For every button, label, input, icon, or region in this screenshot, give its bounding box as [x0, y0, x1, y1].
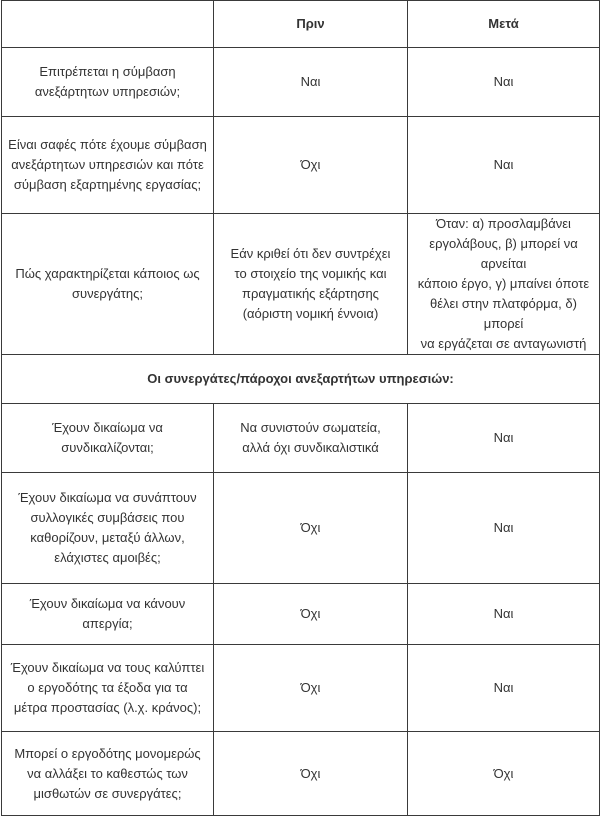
- before-cell: Ναι: [214, 48, 408, 117]
- table-row: [2, 404, 600, 473]
- before-cell: Να συνιστούν σωματεία, αλλά όχι συνδικαλιστικά: [214, 404, 408, 473]
- before-cell: Εάν κριθεί ότι δεν συντρέχει το στοιχείο της νομικής και πραγματικής εξάρτησης (αόριστη νομική έννοια): [214, 214, 408, 355]
- section-heading: Οι συνεργάτες/πάροχοι ανεξαρτήτων υπηρεσιών:: [2, 355, 600, 404]
- header-cell-empty: [2, 1, 214, 48]
- header-cell-before: Πριν: [214, 1, 408, 48]
- table-row: [2, 473, 600, 584]
- table-row: [2, 732, 600, 816]
- after-cell: Όταν: α) προσλαμβάνει εργολάβους, β) μπορεί να αρνείται κάποιο έργο, γ) μπαίνει όποτε θέλει στην πλατφόρμα, δ) μπορεί να εργάζεται σε ανταγωνιστή: [408, 214, 600, 355]
- after-cell: Ναι: [408, 584, 600, 645]
- table-row: [2, 117, 600, 214]
- before-cell: Όχι: [214, 584, 408, 645]
- question-cell: Είναι σαφές πότε έχουμε σύμβαση ανεξάρτητων υπηρεσιών και πότε σύμβαση εξαρτημένης εργασίας;: [2, 117, 214, 214]
- after-cell: Ναι: [408, 645, 600, 732]
- question-cell: Έχουν δικαίωμα να κάνουν απεργία;: [2, 584, 214, 645]
- question-cell: Έχουν δικαίωμα να τους καλύπτει ο εργοδότης τα έξοδα για τα μέτρα προστασίας (λ.χ. κράνος);: [2, 645, 214, 732]
- header-row: [2, 1, 600, 48]
- section-heading-row: [2, 355, 600, 404]
- table-row: [2, 214, 600, 355]
- question-cell: Επιτρέπεται η σύμβαση ανεξάρτητων υπηρεσιών;: [2, 48, 214, 117]
- table-row: [2, 645, 600, 732]
- question-cell: Πώς χαρακτηρίζεται κάποιος ως συνεργάτης;: [2, 214, 214, 355]
- question-cell: Έχουν δικαίωμα να συνάπτουν συλλογικές συμβάσεις που καθορίζουν, μεταξύ άλλων, ελάχιστες αμοιβές;: [2, 473, 214, 584]
- table-row: [2, 48, 600, 117]
- after-cell: Ναι: [408, 473, 600, 584]
- before-cell: Όχι: [214, 645, 408, 732]
- before-cell: Όχι: [214, 732, 408, 816]
- question-cell: Έχουν δικαίωμα να συνδικαλίζονται;: [2, 404, 214, 473]
- after-cell: Ναι: [408, 48, 600, 117]
- header-cell-after: Μετά: [408, 1, 600, 48]
- after-cell: Ναι: [408, 404, 600, 473]
- after-cell: Ναι: [408, 117, 600, 214]
- after-cell: Όχι: [408, 732, 600, 816]
- before-cell: Όχι: [214, 117, 408, 214]
- comparison-table: [1, 0, 600, 816]
- question-cell: Μπορεί ο εργοδότης μονομερώς να αλλάξει το καθεστώς των μισθωτών σε συνεργάτες;: [2, 732, 214, 816]
- before-cell: Όχι: [214, 473, 408, 584]
- table-row: [2, 584, 600, 645]
